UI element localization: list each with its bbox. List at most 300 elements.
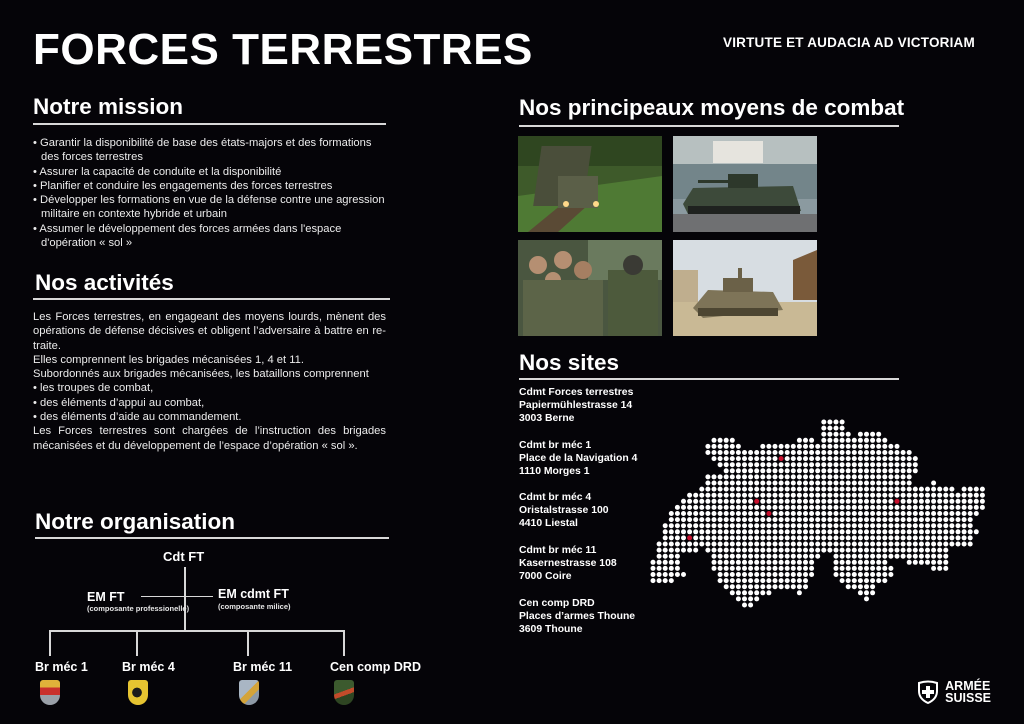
map-dot <box>760 499 765 504</box>
map-dot <box>693 505 698 510</box>
armee-suisse-logo <box>917 680 991 704</box>
map-dot <box>882 505 887 510</box>
map-dot <box>907 505 912 510</box>
map-dot <box>687 523 692 528</box>
map-dot <box>730 572 735 577</box>
map-dot <box>827 499 832 504</box>
map-dot <box>852 554 857 559</box>
map-dot <box>919 548 924 553</box>
map-dot <box>760 523 765 528</box>
map-dot <box>931 511 936 516</box>
map-dot <box>760 444 765 449</box>
map-dot <box>773 542 778 547</box>
map-dot <box>840 554 845 559</box>
map-dot <box>791 468 796 473</box>
map-dot <box>888 548 893 553</box>
map-dot <box>779 462 784 467</box>
map-dot <box>925 487 930 492</box>
map-dot <box>718 481 723 486</box>
map-dot <box>834 517 839 522</box>
map-dot <box>937 523 942 528</box>
map-dot <box>724 535 729 540</box>
map-dot <box>754 572 759 577</box>
map-dot <box>974 511 979 516</box>
map-dot <box>815 481 820 486</box>
map-dot <box>815 468 820 473</box>
map-dot <box>669 554 674 559</box>
map-dot <box>760 505 765 510</box>
map-dot <box>840 487 845 492</box>
map-dot <box>651 572 656 577</box>
map-dot <box>827 474 832 479</box>
map-dot <box>779 584 784 589</box>
map-dot <box>712 529 717 534</box>
map-dot <box>754 596 759 601</box>
map-dot <box>852 523 857 528</box>
map-dot <box>675 517 680 522</box>
map-dot <box>669 542 674 547</box>
map-dot <box>907 523 912 528</box>
map-dot <box>809 444 814 449</box>
activities-item: • des éléments d’appui au combat, <box>33 396 386 410</box>
map-dot <box>956 499 961 504</box>
map-dot <box>827 535 832 540</box>
map-dot <box>901 487 906 492</box>
map-dot <box>858 474 863 479</box>
map-dot <box>834 499 839 504</box>
map-dot <box>669 511 674 516</box>
map-dot <box>803 456 808 461</box>
map-dot <box>718 529 723 534</box>
map-dot <box>687 542 692 547</box>
map-dot <box>888 487 893 492</box>
map-dot <box>925 554 930 559</box>
map-dot <box>724 505 729 510</box>
map-dot <box>895 444 900 449</box>
map-dot <box>852 572 857 577</box>
map-dot <box>773 444 778 449</box>
site-city: 3609 Thoune <box>519 624 583 636</box>
mission-item: • Assumer le développement des forces armées dans l'espace d'opération « sol » <box>33 222 385 251</box>
map-dot <box>797 487 802 492</box>
map-dot <box>901 517 906 522</box>
map-dot <box>766 566 771 571</box>
map-dot <box>895 535 900 540</box>
map-dot <box>675 535 680 540</box>
map-dot <box>809 566 814 571</box>
map-dot <box>962 493 967 498</box>
map-dot <box>718 462 723 467</box>
map-dot <box>736 517 741 522</box>
map-dot <box>754 529 759 534</box>
map-dot <box>840 517 845 522</box>
map-dot <box>742 462 747 467</box>
map-dot <box>669 572 674 577</box>
map-dot <box>888 450 893 455</box>
map-dot <box>797 468 802 473</box>
map-dot <box>907 468 912 473</box>
map-dot <box>962 487 967 492</box>
map-dot <box>821 487 826 492</box>
map-dot <box>773 505 778 510</box>
map-dot <box>907 462 912 467</box>
map-dot <box>803 578 808 583</box>
map-dot <box>834 474 839 479</box>
map-dot <box>876 432 881 437</box>
map-dot <box>858 535 863 540</box>
map-dot <box>876 462 881 467</box>
map-dot <box>712 487 717 492</box>
map-dot <box>766 481 771 486</box>
map-dot <box>901 511 906 516</box>
map-dot <box>968 493 973 498</box>
map-dot <box>858 517 863 522</box>
map-dot <box>785 523 790 528</box>
map-dot <box>846 517 851 522</box>
map-dot <box>760 548 765 553</box>
map-dot <box>773 481 778 486</box>
map-dot <box>870 511 875 516</box>
map-dot <box>919 542 924 547</box>
map-dot <box>840 426 845 431</box>
org-node-br-mec-4: Br méc 4 <box>122 660 175 674</box>
map-dot <box>754 535 759 540</box>
map-dot <box>785 548 790 553</box>
map-dot <box>681 505 686 510</box>
map-dot <box>687 505 692 510</box>
map-dot <box>864 523 869 528</box>
map-dot <box>834 426 839 431</box>
map-dot <box>931 505 936 510</box>
map-dot <box>779 523 784 528</box>
map-dot <box>705 474 710 479</box>
map-dot <box>681 572 686 577</box>
map-dot <box>742 499 747 504</box>
map-dot <box>864 548 869 553</box>
map-dot <box>773 523 778 528</box>
map-dot <box>718 444 723 449</box>
map-dot <box>742 456 747 461</box>
map-dot <box>766 493 771 498</box>
map-dot <box>895 505 900 510</box>
combat-divider <box>519 125 899 127</box>
swiss-shield-icon <box>917 680 939 704</box>
map-dot <box>834 444 839 449</box>
map-dot <box>712 517 717 522</box>
map-dot <box>736 529 741 534</box>
map-dot <box>748 474 753 479</box>
map-dot <box>809 535 814 540</box>
map-dot <box>809 560 814 565</box>
map-dot <box>675 511 680 516</box>
map-dot <box>821 450 826 455</box>
map-dot <box>687 517 692 522</box>
map-dot <box>748 456 753 461</box>
map-dot <box>803 450 808 455</box>
map-dot <box>901 535 906 540</box>
map-dot <box>736 493 741 498</box>
map-dot <box>693 529 698 534</box>
map-dot <box>864 560 869 565</box>
map-dot <box>913 548 918 553</box>
map-dot <box>736 450 741 455</box>
map-dot <box>705 487 710 492</box>
map-dot <box>876 456 881 461</box>
map-dot <box>730 438 735 443</box>
map-dot <box>937 499 942 504</box>
map-dot <box>937 542 942 547</box>
map-dot <box>821 474 826 479</box>
map-dot <box>699 535 704 540</box>
map-dot <box>956 535 961 540</box>
map-dot <box>748 505 753 510</box>
map-dot <box>718 572 723 577</box>
map-dot <box>730 560 735 565</box>
map-dot <box>870 444 875 449</box>
map-dot <box>827 523 832 528</box>
map-dot <box>760 535 765 540</box>
map-dot <box>827 456 832 461</box>
map-dot <box>907 487 912 492</box>
map-dot <box>937 511 942 516</box>
map-dot <box>846 432 851 437</box>
map-dot <box>907 481 912 486</box>
map-dot <box>766 468 771 473</box>
map-dot <box>827 493 832 498</box>
map-dot <box>943 517 948 522</box>
map-dot <box>840 566 845 571</box>
map-dot <box>773 572 778 577</box>
map-dot <box>748 554 753 559</box>
map-dot <box>724 474 729 479</box>
map-dot <box>724 444 729 449</box>
map-dot <box>870 523 875 528</box>
map-dot <box>760 542 765 547</box>
map-dot <box>779 517 784 522</box>
map-dot <box>931 493 936 498</box>
map-dot <box>882 493 887 498</box>
map-dot <box>852 535 857 540</box>
map-dot <box>931 535 936 540</box>
map-dot <box>712 438 717 443</box>
map-dot <box>870 542 875 547</box>
map-dot <box>754 511 759 516</box>
map-dot <box>895 548 900 553</box>
map-dot <box>791 535 796 540</box>
map-dot <box>797 499 802 504</box>
map-dot <box>760 554 765 559</box>
map-dot <box>718 578 723 583</box>
map-dot <box>681 523 686 528</box>
map-dot <box>773 584 778 589</box>
map-dot <box>968 499 973 504</box>
battle-tank-image <box>673 240 817 336</box>
map-dot <box>949 529 954 534</box>
map-dot <box>748 468 753 473</box>
site-city: 4410 Liestal <box>519 518 578 530</box>
map-dot <box>852 444 857 449</box>
map-dot <box>846 456 851 461</box>
map-dot <box>663 535 668 540</box>
map-dot <box>742 450 747 455</box>
map-dot <box>840 456 845 461</box>
map-dot <box>895 450 900 455</box>
map-dot <box>724 487 729 492</box>
map-dot <box>712 554 717 559</box>
map-dot <box>864 596 869 601</box>
mission-item: • Planifier et conduire les engagements des forces terrestres <box>33 179 385 193</box>
map-dot <box>925 499 930 504</box>
map-dot <box>815 462 820 467</box>
map-dot <box>730 548 735 553</box>
map-dot <box>840 474 845 479</box>
map-dot <box>919 511 924 516</box>
map-dot <box>736 554 741 559</box>
map-dot <box>760 468 765 473</box>
map-dot <box>907 517 912 522</box>
map-dot <box>712 548 717 553</box>
map-dot <box>712 560 717 565</box>
map-dot <box>815 548 820 553</box>
map-dot <box>760 566 765 571</box>
map-dot <box>834 432 839 437</box>
map-dot <box>748 542 753 547</box>
map-dot <box>907 560 912 565</box>
map-dot <box>705 542 710 547</box>
map-dot <box>901 450 906 455</box>
map-dot <box>651 578 656 583</box>
photo-battle-tank <box>673 240 817 336</box>
map-dot <box>846 474 851 479</box>
map-dot <box>852 456 857 461</box>
map-dot <box>809 542 814 547</box>
map-dot <box>773 456 778 461</box>
map-dot <box>730 554 735 559</box>
map-dot <box>681 535 686 540</box>
map-dot <box>962 505 967 510</box>
map-dot <box>724 456 729 461</box>
map-dot <box>895 542 900 547</box>
map-dot <box>882 481 887 486</box>
map-dot <box>785 499 790 504</box>
map-dot <box>742 548 747 553</box>
map-dot <box>870 584 875 589</box>
map-dot <box>821 468 826 473</box>
photo-armoured-truck <box>518 136 662 232</box>
map-dot <box>815 487 820 492</box>
map-dot <box>754 542 759 547</box>
map-dot <box>882 462 887 467</box>
map-dot <box>974 529 979 534</box>
map-dot <box>821 481 826 486</box>
map-dot <box>791 474 796 479</box>
map-dot <box>785 542 790 547</box>
map-dot <box>937 517 942 522</box>
map-dot <box>919 499 924 504</box>
map-dot <box>748 487 753 492</box>
cen-comp-drd-badge-icon <box>334 680 354 705</box>
map-dot <box>760 511 765 516</box>
map-dot <box>742 493 747 498</box>
map-dot <box>876 499 881 504</box>
map-dot <box>791 487 796 492</box>
map-dot <box>870 535 875 540</box>
map-dot <box>827 487 832 492</box>
map-dot <box>779 444 784 449</box>
map-dot <box>931 499 936 504</box>
map-dot <box>724 499 729 504</box>
map-dot <box>870 462 875 467</box>
map-dot <box>724 529 729 534</box>
site-name: Cen comp DRD <box>519 598 595 609</box>
map-dot <box>803 548 808 553</box>
map-dot <box>718 566 723 571</box>
map-dot <box>882 572 887 577</box>
map-dot <box>827 438 832 443</box>
map-dot <box>809 462 814 467</box>
site-street: Papiermühlestrasse 14 <box>519 400 633 412</box>
mission-item: • Assurer la capacité de conduite et la disponibilité <box>33 165 385 179</box>
map-dot <box>846 499 851 504</box>
map-dot <box>858 542 863 547</box>
map-dot <box>760 481 765 486</box>
map-dot <box>669 529 674 534</box>
map-dot <box>760 456 765 461</box>
map-dot <box>657 542 662 547</box>
map-dot <box>852 505 857 510</box>
map-dot <box>669 517 674 522</box>
map-dot <box>852 542 857 547</box>
map-dot <box>864 487 869 492</box>
map-dot <box>919 554 924 559</box>
map-dot <box>730 474 735 479</box>
map-dot <box>870 560 875 565</box>
map-dot <box>913 523 918 528</box>
map-dot <box>809 517 814 522</box>
map-dot <box>956 505 961 510</box>
site-street: Places d’armes Thoune <box>519 611 636 623</box>
map-dot <box>834 438 839 443</box>
map-dot <box>907 499 912 504</box>
map-dot <box>730 542 735 547</box>
map-dot <box>742 529 747 534</box>
map-dot <box>748 578 753 583</box>
map-dot <box>968 542 973 547</box>
map-dot <box>821 444 826 449</box>
map-dot <box>797 474 802 479</box>
map-dot <box>846 481 851 486</box>
map-dot <box>712 566 717 571</box>
map-dot <box>724 517 729 522</box>
map-dot <box>724 481 729 486</box>
map-dot <box>797 535 802 540</box>
map-dot <box>736 560 741 565</box>
map-dot <box>785 462 790 467</box>
map-dot <box>943 542 948 547</box>
map-dot <box>724 584 729 589</box>
map-dot <box>657 548 662 553</box>
map-dot <box>748 517 753 522</box>
map-dot <box>687 511 692 516</box>
map-dot <box>913 456 918 461</box>
infantry-fighting-vehicle-image <box>673 136 817 232</box>
map-dot <box>766 554 771 559</box>
map-dot <box>705 535 710 540</box>
map-dot <box>888 566 893 571</box>
map-dot <box>968 535 973 540</box>
map-dot <box>956 542 961 547</box>
map-dot <box>907 548 912 553</box>
